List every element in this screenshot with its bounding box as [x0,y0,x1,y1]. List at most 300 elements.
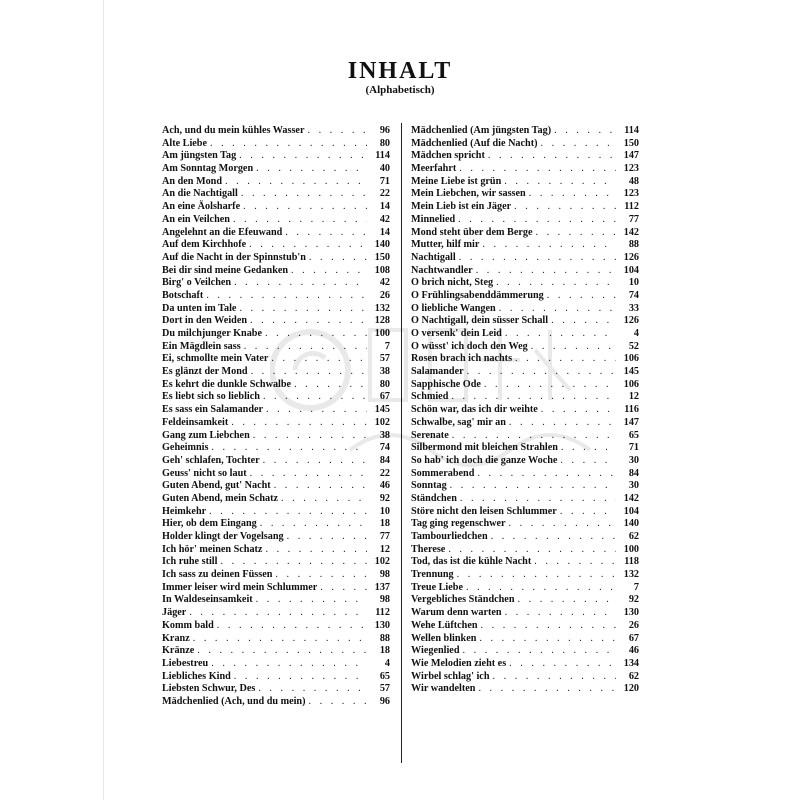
page-number: 4 [633,328,639,339]
dot-leader [514,201,616,214]
page-number: 142 [623,226,639,238]
page-number: 10 [379,505,390,517]
song-title: An die Nachtigall [162,188,238,200]
page-number: 128 [374,315,390,327]
song-title: Mein Lieb ist ein Jäger [411,201,512,213]
dot-leader [535,227,616,240]
song-title: Liebsten Schwur, Des [162,683,256,695]
dot-leader [234,277,367,290]
toc-entry [411,138,639,151]
dot-leader [541,138,617,151]
dot-leader [260,518,367,531]
page-number: 38 [379,429,390,441]
song-title: Mond steht über dem Berge [411,226,533,238]
dot-leader [217,620,367,633]
dot-leader [504,176,616,189]
toc-entry [411,633,639,646]
dot-leader [509,518,616,531]
song-title: Salamander [411,366,464,378]
page-number: 134 [623,657,639,669]
song-title: Ich ruhe still [162,556,218,568]
toc-entry [162,683,390,696]
toc-entry [162,544,390,557]
dot-leader [250,468,367,481]
toc-entry [162,265,390,278]
page-number: 102 [374,556,390,568]
toc-entry [411,658,639,671]
page-number: 18 [379,645,390,657]
dot-leader [210,138,367,151]
toc-entry [162,696,390,709]
song-title: Nachtigall [411,251,456,263]
dot-leader [451,391,616,404]
dot-leader [534,556,616,569]
page-number: 140 [623,518,639,530]
page-number: 126 [623,251,639,263]
toc-entry [411,683,639,696]
song-title: Mädchenlied (Ach, und du mein) [162,695,306,707]
dot-leader [309,696,368,709]
dot-leader [263,391,367,404]
dot-leader [467,366,616,379]
toc-entry [162,163,390,176]
page-number: 118 [624,556,639,568]
song-title: Serenate [411,429,449,441]
toc-entry [162,417,390,430]
dot-leader [452,430,616,443]
song-title: O wüsst' ich doch den Weg [411,340,528,352]
toc-entry [411,201,639,214]
page-number: 137 [374,581,390,593]
dot-leader [243,201,367,214]
song-title: Ei, schmollte mein Vater [162,353,269,365]
dot-leader [457,569,616,582]
toc-entry [411,125,639,138]
song-title: Rosen brach ich nachts [411,353,513,365]
song-title: Tag ging regenschwer [411,518,506,530]
toc-entry [162,430,390,443]
toc-entry [411,227,639,240]
page-number: 132 [374,302,390,314]
song-title: Bei dir sind meine Gedanken [162,264,289,276]
page-number: 102 [374,416,390,428]
dot-leader [206,290,367,303]
dot-leader [253,430,367,443]
song-title: Angelehnt an die Efeuwand [162,226,283,238]
song-title: Es kehrt die dunkle Schwalbe [162,378,292,390]
song-title: Guten Abend, mein Schatz [162,492,279,504]
dot-leader [509,658,616,671]
dot-leader [466,582,616,595]
toc-entry [411,391,639,404]
dot-leader [518,594,617,607]
dot-leader [309,252,367,265]
page-number: 42 [379,213,390,225]
page-number: 96 [379,695,390,707]
page-number: 77 [379,531,390,542]
toc-entry [411,556,639,569]
dot-leader [193,633,367,646]
dot-leader [450,480,616,493]
toc-entry [162,607,390,620]
dot-leader [488,150,616,163]
song-title: Kranz [162,632,190,644]
song-title: Ich sass zu deinen Füssen [162,569,273,581]
dot-leader [197,645,367,658]
page-number: 46 [628,645,639,657]
toc-entry [162,341,390,354]
page-number: 14 [379,201,390,213]
dot-leader [478,683,616,696]
page-number: 96 [379,125,390,136]
page-number: 46 [379,480,390,492]
page-number: 14 [379,226,390,238]
dot-leader [481,620,616,633]
toc-entry [411,163,639,176]
toc-entry [411,379,639,392]
dot-leader [287,531,367,544]
dot-leader [531,341,616,354]
song-title: Mädchenlied (Am jüngsten Tag) [411,125,552,136]
dot-leader [477,468,616,481]
dot-leader [250,315,367,328]
dot-leader [463,645,617,658]
toc-entry [162,277,390,290]
dot-leader [263,455,367,468]
page-number: 142 [623,492,639,504]
toc-entry [411,442,639,455]
song-title: Liebestreu [162,657,209,669]
dot-leader [460,493,616,506]
toc-entry [162,188,390,201]
toc-entry [411,493,639,506]
page-number: 4 [384,657,390,669]
toc-entry [411,455,639,468]
page-number: 74 [379,442,390,454]
toc-entry [162,531,390,544]
song-title: Geh' schlafen, Tochter [162,454,260,466]
song-title: Silbermond mit bleichen Strahlen [411,442,558,454]
song-title: Liebliches Kind [162,670,231,682]
song-title: Geuss' nicht so laut [162,467,247,479]
song-title: Ach, und du mein kühles Wasser [162,125,305,136]
toc-entry [162,569,390,582]
toc-entry [411,239,639,252]
page-number: 84 [379,454,390,466]
toc-entry [411,607,639,620]
page-number: 106 [623,378,639,390]
song-title: Geheimnis [162,442,209,454]
page-number: 100 [623,543,639,555]
song-title: Wiegenlied [411,645,460,657]
song-title: Meine Liebe ist grün [411,175,502,187]
dot-leader [285,227,367,240]
toc-entry [162,594,390,607]
toc-entry [162,328,390,341]
dot-leader [211,442,367,455]
page-number: 80 [379,378,390,390]
page-number: 12 [628,391,639,403]
page-number: 147 [623,416,639,428]
page-number: 42 [379,277,390,289]
column-divider [401,123,402,763]
toc-entry [411,518,639,531]
song-title: Auf die Nacht in der Spinnstub'n [162,251,306,263]
toc-entry [162,176,390,189]
dot-leader [294,379,367,392]
song-title: O Nachtigall, dein süsser Schall [411,315,549,327]
song-title: Wehe Lüftchen [411,619,478,631]
dot-leader [505,607,616,620]
song-title: Botschaft [162,289,204,301]
page-number: 52 [628,340,639,352]
toc-entry [411,188,639,201]
dot-leader [271,353,367,366]
song-title: Kränze [162,645,195,657]
toc-entry [162,201,390,214]
dot-leader [560,506,616,519]
dot-leader [233,214,367,227]
dot-leader [529,188,616,201]
page-number: 65 [379,670,390,682]
toc-entry [411,468,639,481]
page-number: 140 [374,239,390,251]
page-number: 26 [628,619,639,631]
page-number: 12 [379,543,390,555]
song-title: O versenk' dein Leid [411,328,502,339]
toc-entry [411,671,639,684]
dot-leader [479,633,616,646]
page-number: 65 [628,429,639,441]
dot-leader [448,544,616,557]
dot-leader [515,353,616,366]
page-number: 22 [379,188,390,200]
song-title: Komm bald [162,619,214,631]
song-title: Heimkehr [162,505,207,517]
page-number: 71 [628,442,639,454]
song-title: Ständchen [411,492,457,504]
dot-leader [274,480,367,493]
song-title: Vergebliches Ständchen [411,594,515,606]
toc-left-column [162,125,390,709]
page-number: 30 [628,480,639,492]
page-number: 38 [379,366,390,378]
toc-entry [162,227,390,240]
toc-entry [411,582,639,595]
dot-leader [220,556,367,569]
dot-leader [239,303,367,316]
dot-leader [476,265,616,278]
toc-entry [411,176,639,189]
dot-leader [231,417,367,430]
page-number: 123 [623,163,639,175]
song-title: Gang zum Liebchen [162,429,250,441]
dot-leader [189,607,367,620]
toc-entry [411,290,639,303]
page-number: 114 [375,150,390,162]
song-title: Störe nicht den leisen Schlummer [411,505,557,517]
song-title: Guten Abend, gut' Nacht [162,480,271,492]
page-number: 33 [628,302,639,314]
toc-entry [162,214,390,227]
page-number: 132 [623,569,639,581]
toc-entry [411,506,639,519]
page-title: INHALT [347,58,453,84]
song-title: Therese [411,543,446,555]
dot-leader [459,163,616,176]
song-title: Du milchjunger Knabe [162,328,262,339]
toc-entry [411,417,639,430]
song-title: Jäger [162,607,187,619]
toc-entry [162,252,390,265]
toc-entry [162,125,390,138]
dot-leader [551,315,616,328]
page-number: 145 [374,404,390,416]
song-title: Holder klingt der Vogelsang [162,531,284,542]
page-number: 106 [623,353,639,365]
song-title: Immer leiser wird mein Schlummer [162,581,318,593]
toc-entry [411,594,639,607]
page-number: 62 [628,531,639,542]
page-number: 40 [379,163,390,175]
song-title: Feldeinsamkeit [162,416,229,428]
song-title: Ein Mägdlein sass [162,340,241,352]
song-title: An ein Veilchen [162,213,230,225]
page-number: 120 [623,683,639,695]
page-number: 92 [628,594,639,606]
toc-entry [411,303,639,316]
song-title: O liebliche Wangen [411,302,496,314]
toc-entry [411,150,639,163]
song-title: Da unten im Tale [162,302,237,314]
page-number: 116 [624,404,639,416]
dot-leader [251,366,367,379]
song-title: Es liebt sich so lieblich [162,391,260,403]
page-number: 62 [628,670,639,682]
dot-leader [249,239,367,252]
song-title: Wir wandelten [411,683,476,695]
page-number: 130 [623,607,639,619]
dot-leader [547,290,616,303]
song-title: Mein Liebchen, wir sassen [411,188,526,200]
song-title: Dort in den Weiden [162,315,248,327]
dot-leader [225,176,367,189]
page-number: 7 [384,340,390,352]
song-title: Es sass ein Salamander [162,404,264,416]
song-title: Schön war, das ich dir weihte [411,404,538,416]
page-number: 18 [379,518,390,530]
dot-leader [239,150,367,163]
page-number: 84 [628,467,639,479]
toc-entry [411,430,639,443]
dot-leader [482,239,616,252]
toc-entry [411,265,639,278]
page-number: 67 [379,391,390,403]
page-number: 98 [379,594,390,606]
song-title: Birg' o Veilchen [162,277,232,289]
page-number: 10 [628,277,639,289]
song-title: Mutter, hilf mir [411,239,480,251]
dot-leader [560,455,616,468]
song-title: Sonntag [411,480,447,492]
toc-entry [411,252,639,265]
dot-leader [561,442,616,455]
song-title: Wirbel schlag' ich [411,670,490,682]
toc-entry [411,404,639,417]
page-number: 130 [374,619,390,631]
page-number: 108 [374,264,390,276]
page-number: 126 [623,315,639,327]
dot-leader [209,506,367,519]
song-title: Ich hör' meinen Schatz [162,543,263,555]
toc-entry [162,315,390,328]
page-number: 7 [633,581,639,593]
dot-leader [291,265,367,278]
song-title: Minnelied [411,213,456,225]
page-number: 150 [374,251,390,263]
dot-leader [258,683,367,696]
toc-entry [162,480,390,493]
song-title: O Frühlingsabenddämmerung [411,289,544,301]
song-title: An den Mond [162,175,223,187]
dot-leader [256,594,367,607]
song-title: Sapphische Ode [411,378,481,390]
page-number: 88 [379,632,390,644]
toc-entry [162,658,390,671]
toc-entry [411,569,639,582]
toc-entry [162,150,390,163]
song-title: Meerfahrt [411,163,457,175]
song-title: Auf dem Kirchhofe [162,239,247,251]
toc-entry [411,341,639,354]
page-number: 104 [623,505,639,517]
toc-entry [162,506,390,519]
toc-entry [411,328,639,341]
dot-leader [211,658,367,671]
page-number: 100 [374,328,390,339]
song-title: Es glänzt der Mond [162,366,248,378]
toc-entry [162,138,390,151]
dot-leader [491,531,616,544]
song-title: Trennung [411,569,454,581]
toc-entry [162,518,390,531]
song-title: Wie Melodien zieht es [411,657,507,669]
toc-entry [411,214,639,227]
toc-entry [162,303,390,316]
song-title: Schmied [411,391,449,403]
page-subtitle: (Alphabetisch) [365,84,435,96]
toc-entry [162,379,390,392]
page-number: 71 [379,175,390,187]
dot-leader [493,671,617,684]
song-title: Treue Liebe [411,581,463,593]
song-title: In Waldeseinsamkeit [162,594,253,606]
song-title: Sommerabend [411,467,475,479]
dot-leader [541,404,616,417]
dot-leader [499,303,616,316]
page-number: 123 [623,188,639,200]
toc-entry [162,366,390,379]
dot-leader [307,125,367,138]
dot-leader [234,671,367,684]
page-number: 104 [623,264,639,276]
toc-entry [162,645,390,658]
toc-entry [162,391,390,404]
song-title: Hier, ob dem Eingang [162,518,257,530]
page-number: 88 [628,239,639,251]
page-number: 22 [379,467,390,479]
toc-entry [411,544,639,557]
